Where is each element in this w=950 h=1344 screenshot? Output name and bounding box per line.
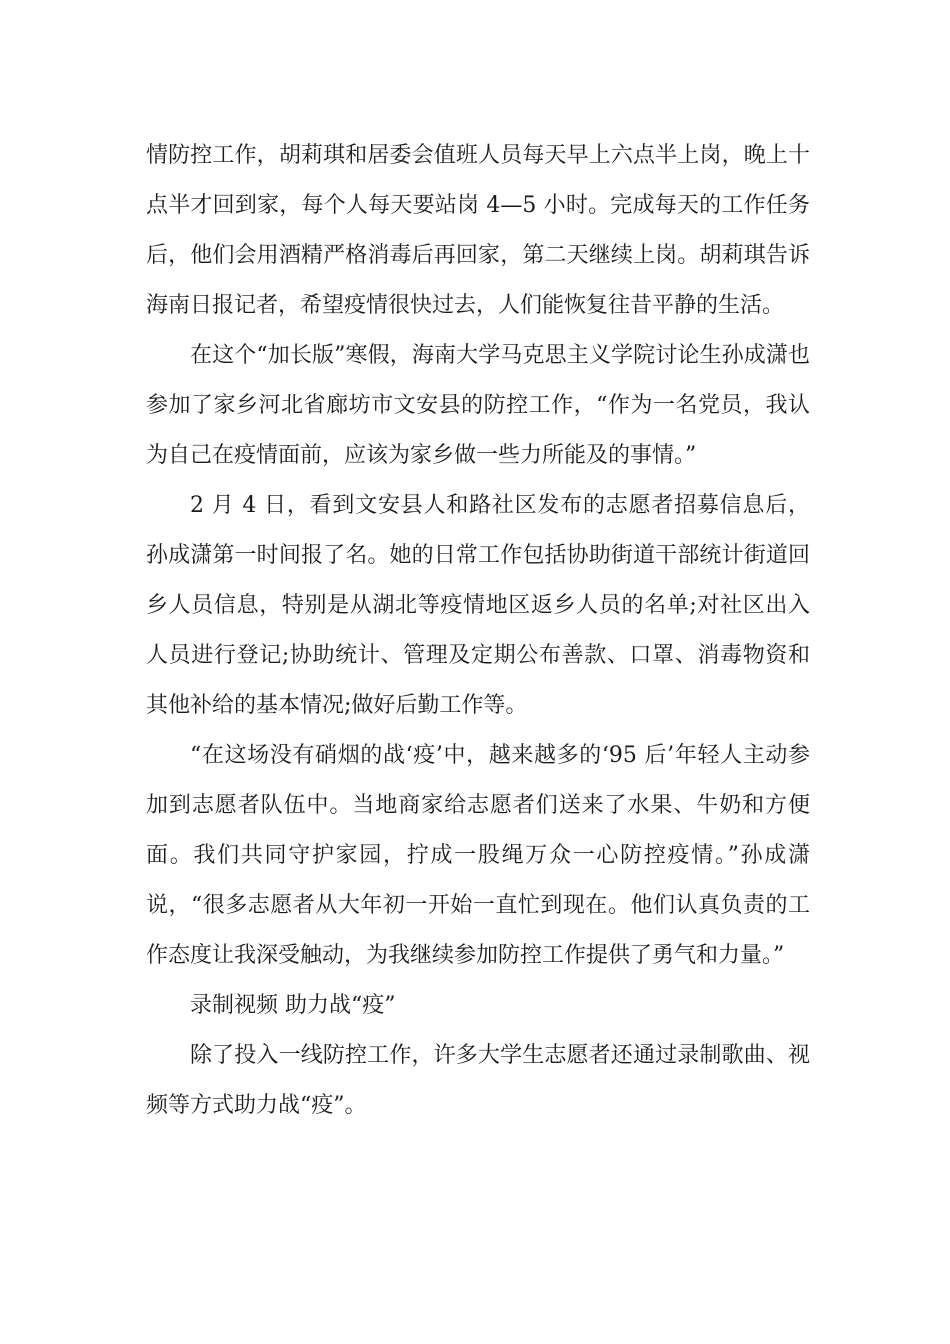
paragraph: 在这个“加长版”寒假，海南大学马克思主义学院讨论生孙成潇也参加了家乡河北省廊坊市文安县的防控工作，“作为一名党员，我认为自己在疫情面前，应该为家乡做一些力所能及的事情。” (146, 343, 810, 468)
paragraph: 2 月 4 日，看到文安县人和路社区发布的志愿者招募信息后，孙成潇第一时间报了名。她的日常工作包括协助街道干部统计街道回乡人员信息，特别是从湖北等疫情地区返乡人员的名单;对社区出入人员进行登记;协助统计、管理及定期公布善款、口罩、消毒物资和其他补给的基本情况;做好后勤工作等。 (146, 493, 810, 718)
paragraph: 除了投入一线防控工作，许多大学生志愿者还通过录制歌曲、视频等方式助力战“疫”。 (146, 1043, 810, 1118)
paragraph: “在这场没有硝烟的战‘疫’中，越来越多的‘95 后’年轻人主动参加到志愿者队伍中。当地商家给志愿者们送来了水果、牛奶和方便面。我们共同守护家园，拧成一股绳万众一心防控疫情。”孙成潇说，“很多志愿者从大年初一开始一直忙到现在。他们认真负责的工作态度让我深受触动，为我继续参加防控工作提供了勇气和力量。” (146, 743, 810, 968)
document-body (146, 131, 810, 1131)
section-heading: 录制视频 助力战“疫” (190, 993, 396, 1018)
paragraph: 情防控工作，胡莉琪和居委会值班人员每天早上六点半上岗，晚上十点半才回到家，每个人每天要站岗 4—5 小时。完成每天的工作任务后，他们会用酒精严格消毒后再回家，第二天继续上岗。胡莉琪告诉海南日报记者，希望疫情很快过去，人们能恢复往昔平静的生活。 (146, 143, 810, 318)
